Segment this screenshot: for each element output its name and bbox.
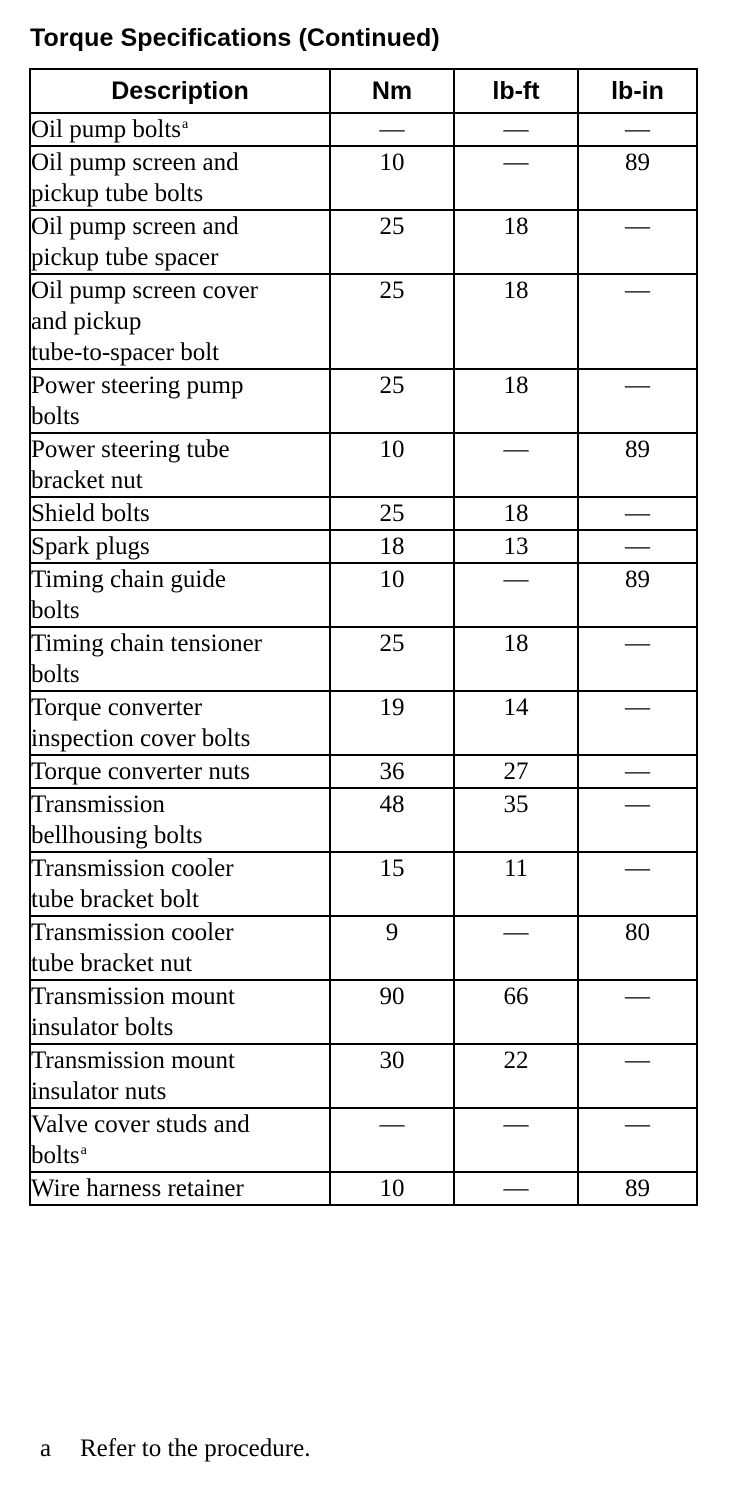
- lb-in-cell: —: [578, 691, 697, 755]
- lb-in-cell: —: [578, 113, 697, 146]
- lb-ft-cell: 11: [454, 852, 578, 916]
- description-cell: [30, 433, 330, 497]
- nm-cell: 90: [330, 980, 454, 1044]
- lb-in-cell: —: [578, 788, 697, 852]
- lb-ft-cell: —: [454, 146, 578, 210]
- nm-cell: 9: [330, 916, 454, 980]
- description-line: Shield bolts: [31, 500, 150, 527]
- description-cell: [30, 113, 330, 146]
- description-cell: [30, 691, 330, 755]
- table-row: [30, 274, 697, 369]
- description-line: pickup tube spacer: [31, 244, 219, 271]
- table-row: [30, 113, 697, 146]
- lb-ft-cell: 35: [454, 788, 578, 852]
- nm-cell: 18: [330, 530, 454, 563]
- lb-in-cell: —: [578, 627, 697, 691]
- description-line: Torque converter: [31, 694, 203, 721]
- description-cell: [30, 627, 330, 691]
- lb-ft-cell: 13: [454, 530, 578, 563]
- description-line: and pickup: [31, 308, 142, 335]
- nm-cell: 30: [330, 1044, 454, 1108]
- description-line: Power steering tube: [31, 436, 230, 463]
- lb-ft-cell: 22: [454, 1044, 578, 1108]
- table-row: [30, 916, 697, 980]
- description-cell: [30, 563, 330, 627]
- description-line: Oil pump screen and: [31, 213, 239, 240]
- lb-ft-cell: —: [454, 1108, 578, 1172]
- column-header-description: Description: [30, 69, 330, 113]
- lb-ft-cell: 18: [454, 369, 578, 433]
- lb-ft-cell: 18: [454, 627, 578, 691]
- table-row: [30, 1172, 697, 1205]
- lb-in-cell: 89: [578, 563, 697, 627]
- lb-in-cell: 80: [578, 916, 697, 980]
- description-cell: [30, 369, 330, 433]
- lb-ft-cell: 66: [454, 980, 578, 1044]
- lb-in-cell: —: [578, 852, 697, 916]
- table-row: [30, 627, 697, 691]
- column-header-lb-in: lb-in: [578, 69, 697, 113]
- lb-in-cell: —: [578, 497, 697, 530]
- table-body: [30, 113, 697, 1205]
- description-line: Spark plugs: [31, 533, 150, 560]
- description-line: Timing chain tensioner: [31, 630, 263, 657]
- description-line: tube bracket nut: [31, 950, 193, 977]
- table-row: [30, 1044, 697, 1108]
- table-header-row: [30, 69, 697, 113]
- description-line: insulator nuts: [31, 1078, 167, 1105]
- nm-cell: 48: [330, 788, 454, 852]
- nm-cell: 10: [330, 146, 454, 210]
- nm-cell: 25: [330, 274, 454, 369]
- lb-in-cell: —: [578, 755, 697, 788]
- nm-cell: 10: [330, 433, 454, 497]
- description-line: Power steering pump: [31, 372, 244, 399]
- description-line: bolts: [31, 1142, 80, 1169]
- description-line: Transmission: [31, 791, 165, 818]
- table-row: [30, 788, 697, 852]
- table-row: [30, 433, 697, 497]
- column-header-lb-ft: lb-ft: [454, 69, 578, 113]
- table-row: [30, 210, 697, 274]
- description-line: Oil pump screen and: [31, 149, 239, 176]
- lb-in-cell: —: [578, 980, 697, 1044]
- table-row: [30, 980, 697, 1044]
- nm-cell: 25: [330, 497, 454, 530]
- nm-cell: 25: [330, 369, 454, 433]
- description-line: Transmission cooler: [31, 855, 234, 882]
- lb-ft-cell: —: [454, 916, 578, 980]
- description-line: tube bracket bolt: [31, 886, 199, 913]
- lb-ft-cell: 14: [454, 691, 578, 755]
- nm-cell: 10: [330, 563, 454, 627]
- description-cell: [30, 755, 330, 788]
- description-line: Transmission cooler: [31, 919, 234, 946]
- nm-cell: 25: [330, 210, 454, 274]
- lb-ft-cell: 18: [454, 274, 578, 369]
- description-cell: [30, 530, 330, 563]
- description-line: bracket nut: [31, 467, 143, 494]
- description-line: bolts: [31, 403, 80, 430]
- lb-in-cell: —: [578, 369, 697, 433]
- description-line: Transmission mount: [31, 983, 235, 1010]
- description-cell: [30, 1108, 330, 1172]
- table-row: [30, 146, 697, 210]
- table-row: [30, 530, 697, 563]
- description-cell: [30, 274, 330, 369]
- lb-ft-cell: —: [454, 1172, 578, 1205]
- lb-ft-cell: —: [454, 563, 578, 627]
- torque-spec-table: [29, 68, 698, 1206]
- lb-ft-cell: 18: [454, 210, 578, 274]
- description-line: tube-to-spacer bolt: [31, 339, 220, 366]
- page-title: Torque Specifications (Continued): [30, 24, 440, 52]
- lb-ft-cell: —: [454, 113, 578, 146]
- column-header-nm: Nm: [330, 69, 454, 113]
- footnote-text: Refer to the procedure.: [80, 1435, 311, 1462]
- description-cell: [30, 497, 330, 530]
- description-line: insulator bolts: [31, 1014, 174, 1041]
- description-line: Wire harness retainer: [31, 1175, 244, 1202]
- description-cell: [30, 1172, 330, 1205]
- description-line: Valve cover studs and: [31, 1111, 250, 1138]
- description-line: Timing chain guide: [31, 566, 226, 593]
- nm-cell: —: [330, 113, 454, 146]
- footnote: [40, 1432, 310, 1466]
- table-row: [30, 691, 697, 755]
- description-cell: [30, 852, 330, 916]
- description-line: Transmission mount: [31, 1047, 235, 1074]
- description-cell: [30, 916, 330, 980]
- lb-in-cell: 89: [578, 1172, 697, 1205]
- lb-in-cell: —: [578, 530, 697, 563]
- description-cell: [30, 980, 330, 1044]
- lb-in-cell: —: [578, 1044, 697, 1108]
- nm-cell: 25: [330, 627, 454, 691]
- footnote-mark: a: [40, 1435, 52, 1462]
- table-row: [30, 755, 697, 788]
- nm-cell: —: [330, 1108, 454, 1172]
- table-row: [30, 1108, 697, 1172]
- description-cell: [30, 210, 330, 274]
- nm-cell: 19: [330, 691, 454, 755]
- nm-cell: 36: [330, 755, 454, 788]
- footnote-reference: a: [80, 1143, 87, 1158]
- nm-cell: 15: [330, 852, 454, 916]
- lb-in-cell: 89: [578, 433, 697, 497]
- lb-in-cell: —: [578, 210, 697, 274]
- table-row: [30, 563, 697, 627]
- lb-ft-cell: 18: [454, 497, 578, 530]
- description-line: Torque converter nuts: [31, 758, 251, 785]
- description-line: bolts: [31, 661, 80, 688]
- nm-cell: 10: [330, 1172, 454, 1205]
- description-line: bolts: [31, 597, 80, 624]
- description-line: inspection cover bolts: [31, 725, 251, 752]
- lb-ft-cell: 27: [454, 755, 578, 788]
- lb-ft-cell: —: [454, 433, 578, 497]
- lb-in-cell: —: [578, 274, 697, 369]
- lb-in-cell: 89: [578, 146, 697, 210]
- table-row: [30, 369, 697, 433]
- description-line: bellhousing bolts: [31, 822, 203, 849]
- description-cell: [30, 146, 330, 210]
- footnote-reference: a: [182, 117, 189, 132]
- description-line: pickup tube bolts: [31, 180, 204, 207]
- description-line: Oil pump bolts: [31, 116, 182, 143]
- lb-in-cell: —: [578, 1108, 697, 1172]
- description-cell: [30, 788, 330, 852]
- table-row: [30, 852, 697, 916]
- description-line: Oil pump screen cover: [31, 277, 259, 304]
- description-cell: [30, 1044, 330, 1108]
- table-row: [30, 497, 697, 530]
